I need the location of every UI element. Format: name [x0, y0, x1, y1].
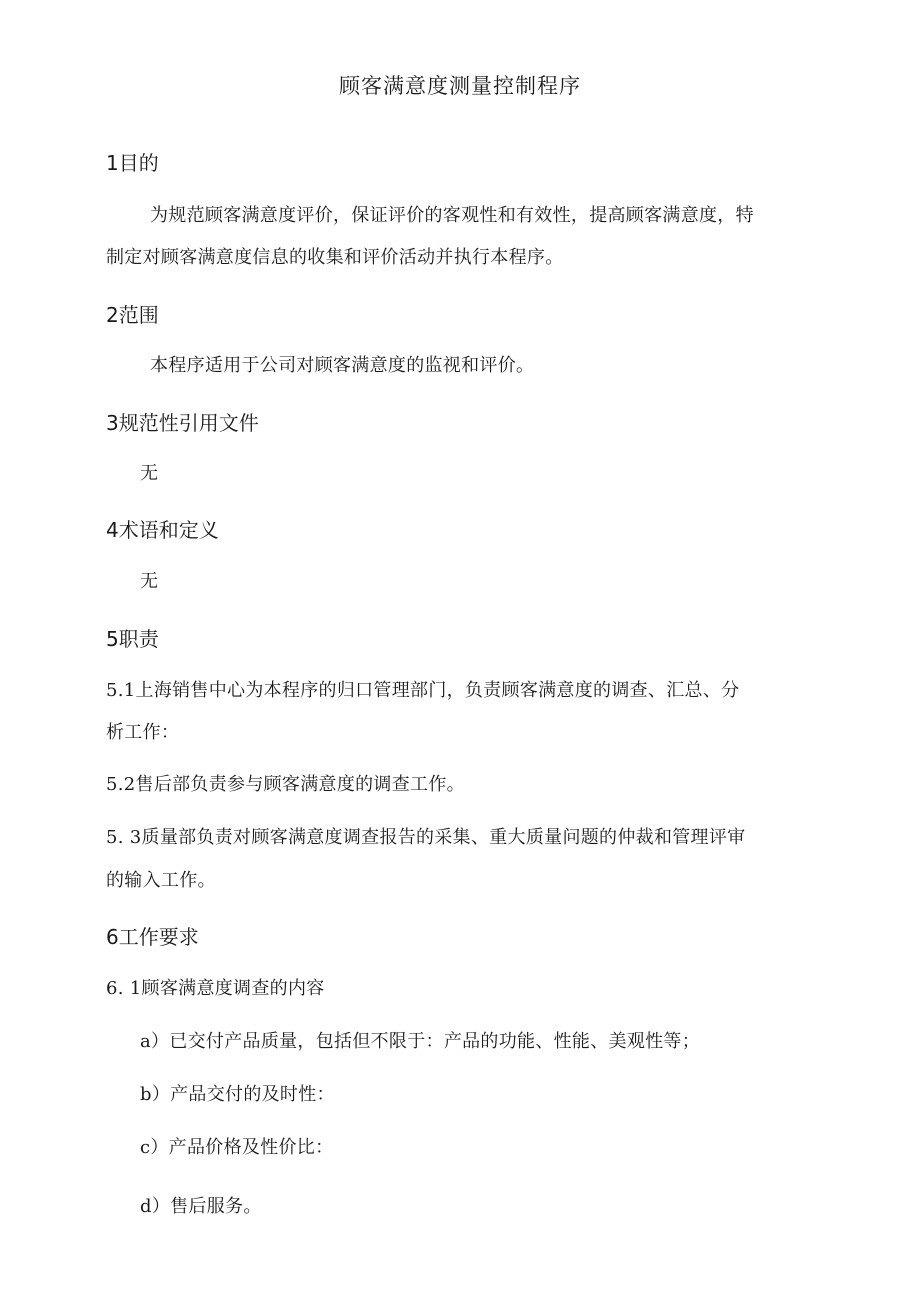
section-4-text: 无	[140, 571, 159, 592]
section-5-1-line-2: 析工作：	[106, 722, 180, 743]
list-item-d: d）售后服务。	[140, 1196, 262, 1217]
section-5-1-line-1: 5.1上海销售中心为本程序的归口管理部门，负责顾客满意度的调查、汇总、分	[106, 680, 740, 701]
list-item-b: b）产品交付的及时性：	[140, 1084, 335, 1105]
section-1-heading: 1目的	[106, 151, 159, 175]
section-5-3-line-1: 5. 3质量部负责对顾客满意度调查报告的采集、重大质量问题的仲裁和管理评审	[106, 827, 746, 848]
section-4-heading: 4术语和定义	[106, 518, 219, 542]
section-2-heading: 2范围	[106, 303, 159, 327]
list-item-a: a）已交付产品质量，包括但不限于：产品的功能、性能、美观性等；	[140, 1031, 701, 1052]
section-1-text-line-2: 制定对顾客满意度信息的收集和评价活动并执行本程序。	[106, 247, 564, 268]
section-3-text: 无	[140, 463, 159, 484]
section-1-text-line-1: 为规范顾客满意度评价，保证评价的客观性和有效性，提高顾客满意度，特	[150, 205, 754, 226]
document-title: 顾客满意度测量控制程序	[339, 74, 581, 98]
section-2-text: 本程序适用于公司对顾客满意度的监视和评价。	[150, 355, 535, 376]
section-5-2-line-1: 5.2售后部负责参与顾客满意度的调查工作。	[106, 774, 465, 795]
section-3-heading: 3规范性引用文件	[106, 411, 259, 435]
list-item-c: c）产品价格及性价比：	[140, 1137, 334, 1158]
section-6-heading: 6工作要求	[106, 925, 199, 949]
section-6-1-text: 6. 1顾客满意度调查的内容	[106, 978, 325, 999]
section-5-3-line-2: 的输入工作。	[106, 870, 216, 891]
section-5-heading: 5职责	[106, 627, 159, 651]
